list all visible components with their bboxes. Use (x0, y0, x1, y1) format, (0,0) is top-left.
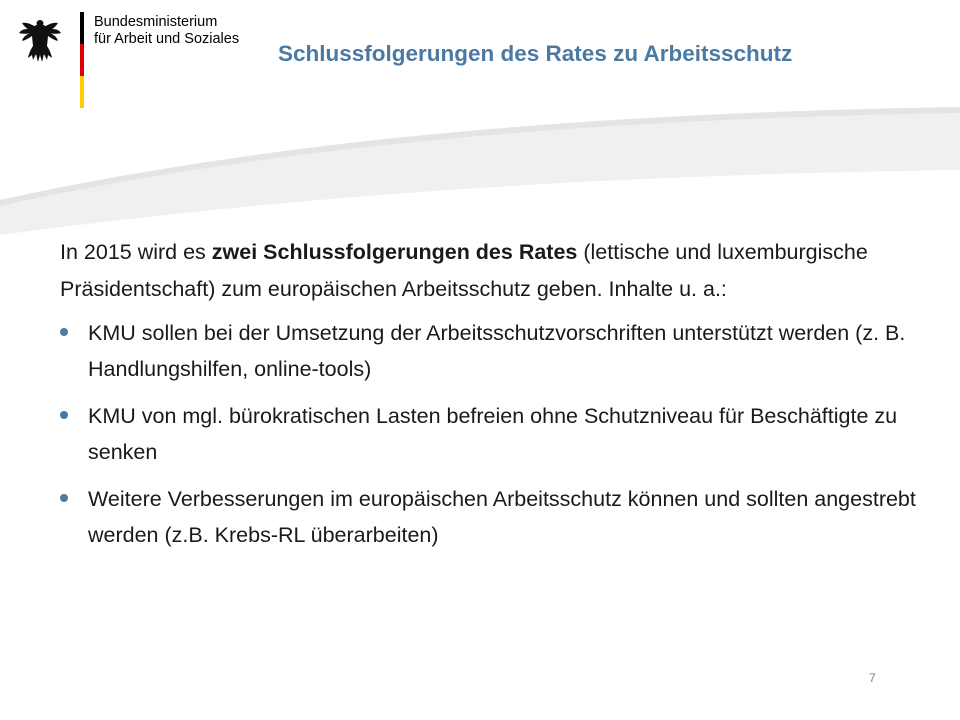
ministry-name-line1: Bundesministerium (94, 14, 218, 30)
german-flag-bar (80, 12, 84, 108)
flag-red-stripe (80, 44, 84, 76)
intro-text-start: In 2015 wird es (60, 240, 212, 264)
intro-text-end: (lettische und luxemburgische Präsidentschaft) zum europäischen Arbeitsschutz geben. Inhalte u. a.: (60, 240, 868, 301)
slide-body (60, 234, 920, 564)
bullet-icon (60, 411, 68, 419)
intro-bold-text: zwei Schlussfolgerungen des Rates (211, 240, 578, 264)
intro-paragraph (60, 234, 920, 308)
ministry-name (94, 14, 239, 48)
slide-title: Schlussfolgerungen des Rates zu Arbeitsschutz (278, 41, 793, 66)
bullet-item (60, 481, 920, 553)
bullet-item (60, 398, 920, 470)
bullet-text: Weitere Verbesserungen im europäischen Arbeitsschutz können und sollten angestrebt werden (z.B. Krebs-RL überarbeiten) (88, 487, 916, 547)
ministry-logo (18, 12, 248, 112)
bullet-icon (60, 328, 68, 336)
bullet-icon (60, 494, 68, 502)
flag-gold-stripe (80, 76, 84, 108)
flag-black-stripe (80, 12, 84, 44)
page-number: 7 (869, 671, 876, 685)
ministry-name-line2: für Arbeit und Soziales (94, 31, 240, 47)
bullet-list (60, 315, 920, 553)
eagle-icon (18, 18, 62, 64)
bullet-text: KMU sollen bei der Umsetzung der Arbeitsschutzvorschriften unterstützt werden (z. B. Handlungshilfen, online-tools) (88, 321, 906, 381)
bullet-item (60, 315, 920, 387)
bullet-text: KMU von mgl. bürokratischen Lasten befreien ohne Schutzniveau für Beschäftigte zu senken (88, 404, 898, 464)
